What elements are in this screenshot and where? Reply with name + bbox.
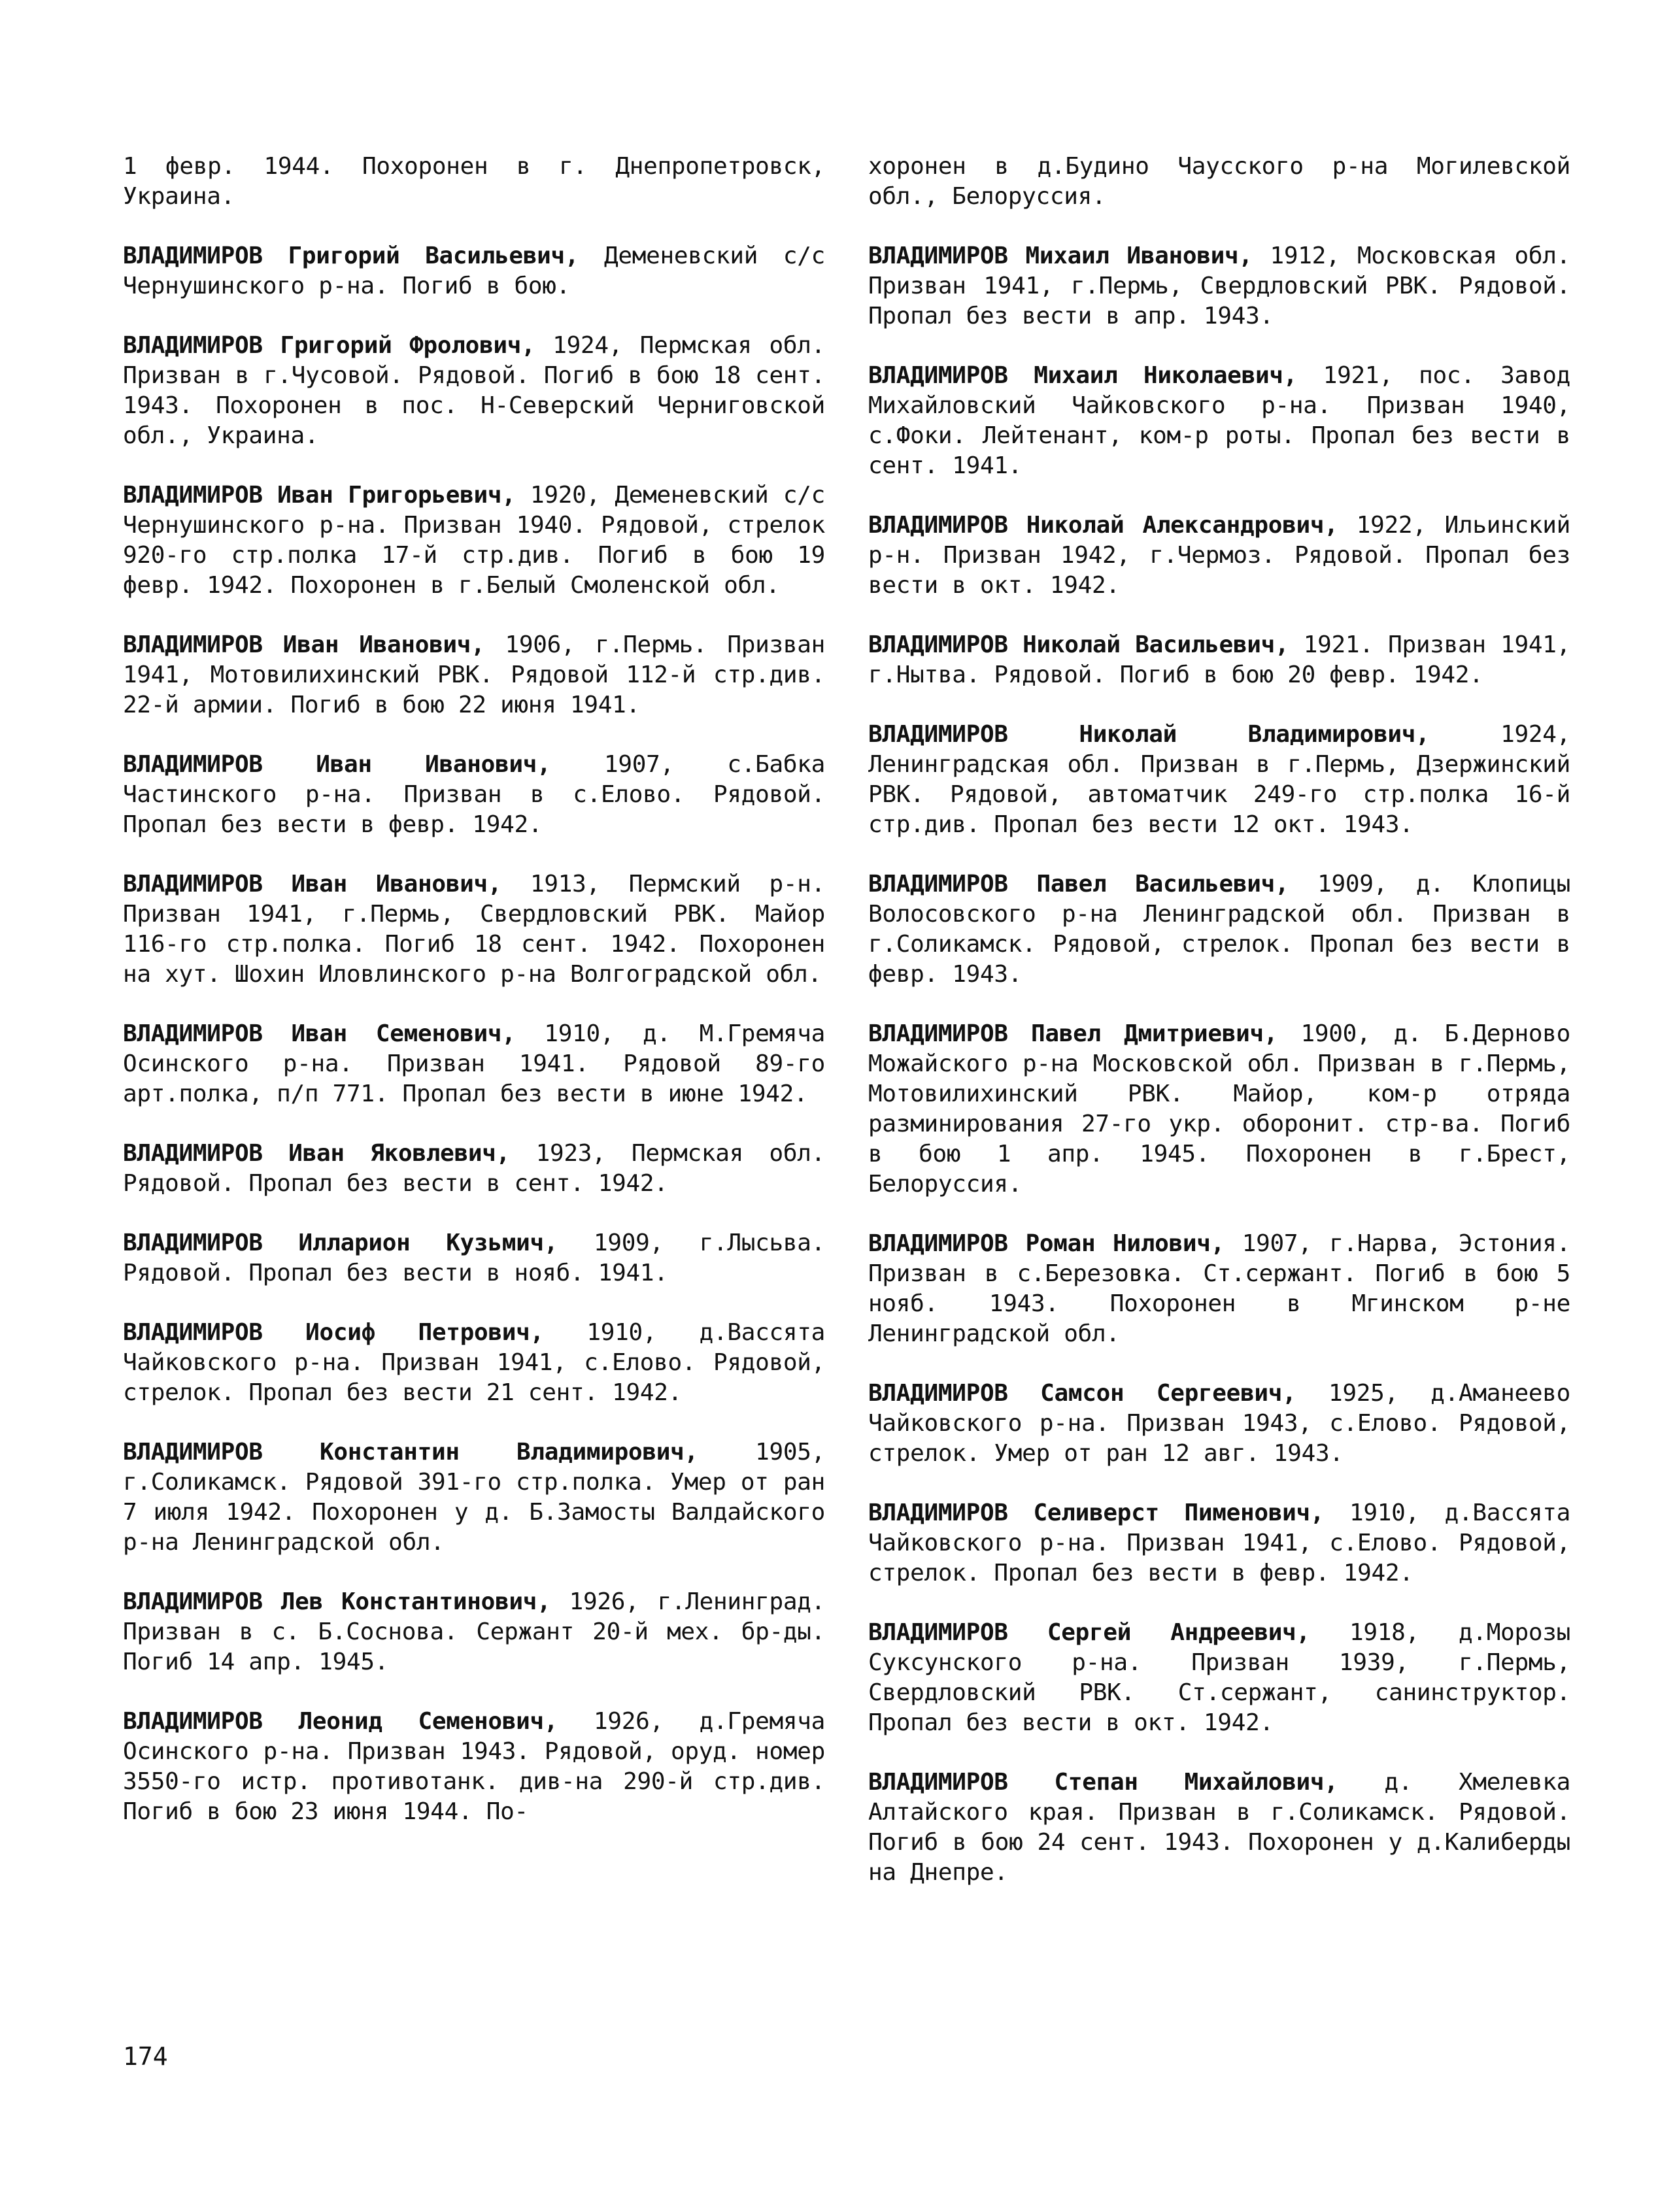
- entry-name: ВЛАДИМИРОВ Иван Григорьевич,: [123, 482, 516, 509]
- entry-text: 1910, д.Вассята Чайковского р-на. Призван 1941, с.Елово. Рядовой, стрелок. Пропал без вести в февр. 1942.: [868, 1500, 1571, 1586]
- biography-entry: [868, 241, 1570, 331]
- biography-entry: [123, 1318, 825, 1408]
- entry-name: ВЛАДИМИРОВ Сергей Андреевич,: [868, 1619, 1310, 1646]
- biography-entry: [123, 1019, 825, 1109]
- biography-entry: [123, 630, 825, 720]
- entry-name: ВЛАДИМИРОВ Григорий Фролович,: [123, 332, 535, 359]
- entry-text: 1924, Ленинградская обл. Призван в г.Пермь, Дзержинский РВК. Рядовой, автоматчик 249-го стр.полка 16-й стр.див. Пропал без вести 12 окт. 1943.: [868, 721, 1570, 838]
- entry-name: ВЛАДИМИРОВ Константин Владимирович,: [123, 1439, 698, 1466]
- biography-entry: [123, 750, 825, 840]
- entry-name: ВЛАДИМИРОВ Селиверст Пименович,: [868, 1500, 1325, 1526]
- entry-text: 1905, г.Соликамск. Рядовой 391-го стр.полка. Умер от ран 7 июля 1942. Похоронен у д. Б.Замосты Валдайского р-на Ленинградской обл.: [123, 1439, 825, 1556]
- entry-name: ВЛАДИМИРОВ Павел Дмитриевич,: [868, 1020, 1278, 1047]
- right-column: [868, 152, 1570, 1917]
- biography-entry: [868, 869, 1570, 990]
- biography-entry: [868, 720, 1570, 840]
- entry-name: ВЛАДИМИРОВ Иосиф Петрович,: [123, 1319, 544, 1346]
- biography-entry: [123, 241, 825, 301]
- biography-entry: [868, 1019, 1570, 1199]
- left-column: [123, 152, 825, 1856]
- biography-entry: [868, 1229, 1570, 1349]
- page-number: 174: [123, 2042, 168, 2071]
- entry-name: ВЛАДИМИРОВ Иван Семенович,: [123, 1020, 516, 1047]
- biography-entry: [868, 511, 1570, 601]
- biography-entry: [123, 1707, 825, 1827]
- entry-text: 1909, г.Лысьва. Рядовой. Пропал без вести в нояб. 1941.: [123, 1230, 826, 1286]
- entry-text: 1925, д.Аманеево Чайковского р-на. Призван 1943, с.Елово. Рядовой, стрелок. Умер от ран 12 авг. 1943.: [868, 1380, 1571, 1467]
- entry-name: ВЛАДИМИРОВ Григорий Васильевич,: [123, 243, 579, 269]
- entry-text: 1918, д.Морозы Суксунского р-на. Призван 1939, г.Пермь, Свердловский РВК. Ст.сержант, санинструктор. Пропал без вести в окт. 1942.: [868, 1619, 1571, 1736]
- entry-name: ВЛАДИМИРОВ Степан Михайлович,: [868, 1769, 1338, 1796]
- biography-entry: [123, 1228, 825, 1288]
- entry-name: ВЛАДИМИРОВ Николай Владимирович,: [868, 721, 1430, 748]
- entry-text: 1910, д. М.Гремяча Осинского р-на. Призван 1941. Рядовой 89-го арт.полка, п/п 771. Пропал без вести в июне 1942.: [123, 1020, 825, 1107]
- biography-entry: [123, 1139, 825, 1199]
- entry-name: ВЛАДИМИРОВ Иван Иванович,: [123, 751, 551, 778]
- entry-text: 1926, д.Гремяча Осинского р-на. Призван 1943. Рядовой, оруд. номер 3550-го истр. противотанк. див-на 290-й стр.див. Погиб в бою 23 июня 1944. По-: [123, 1708, 826, 1825]
- entry-name: ВЛАДИМИРОВ Михаил Иванович,: [868, 243, 1253, 269]
- entry-text: 1907, г.Нарва, Эстония. Призван в с.Березовка. Ст.сержант. Погиб в бою 5 нояб. 1943. Похоронен в Мгинском р-не Ленинградской обл.: [868, 1230, 1570, 1347]
- biography-entry: [868, 1498, 1570, 1588]
- entry-text: 1913, Пермский р-н. Призван 1941, г.Пермь, Свердловский РВК. Майор 116-го стр.полка. Погиб 18 сент. 1942. Похоронен на хут. Шохин Иловлинского р-на Волгоградской обл.: [123, 871, 825, 988]
- biography-entry: [123, 331, 825, 451]
- entry-text: Деменевский с/с Чернушинского р-на. Погиб в бою.: [123, 243, 826, 299]
- continuation-text-right: хоронен в д.Будино Чаусского р-на Могилевской обл., Белоруссия.: [868, 153, 1570, 210]
- entry-name: ВЛАДИМИРОВ Иван Яковлевич,: [123, 1140, 511, 1167]
- entry-text: д. Хмелевка Алтайского края. Призван в г.Соликамск. Рядовой. Погиб в бою 24 сент. 1943. Похоронен у д.Калиберды на Днепре.: [868, 1769, 1570, 1886]
- biography-entry: [123, 1437, 825, 1558]
- entry-text: 1900, д. Б.Дерново Можайского р-на Московской обл. Призван в г.Пермь, Мотовилихинский РВК. Майор, ком-р отряда разминирования 27-го укр. оборонит. стр-ва. Погиб в бою 1 апр. 1945. Похоронен в г.Брест, Белоруссия.: [868, 1020, 1571, 1198]
- entry-name: ВЛАДИМИРОВ Иван Иванович,: [123, 631, 485, 658]
- entry-text: 1926, г.Ленинград. Призван в с. Б.Соснова. Сержант 20-й мех. бр-ды. Погиб 14 апр. 1945.: [123, 1588, 826, 1675]
- entry-text: 1906, г.Пермь. Призван 1941, Мотовилихинский РВК. Рядовой 112-й стр.див. 22-й армии. Погиб в бою 22 июня 1941.: [123, 631, 825, 718]
- entry-name: ВЛАДИМИРОВ Леонид Семенович,: [123, 1708, 558, 1735]
- entry-text: 1920, Деменевский с/с Чернушинского р-на. Призван 1940. Рядовой, стрелок 920-го стр.полка 17-й стр.див. Погиб в бою 19 февр. 1942. Похоронен в г.Белый Смоленской обл.: [123, 482, 825, 599]
- biography-entry: [868, 630, 1570, 690]
- entry-text: 1921. Призван 1941, г.Нытва. Рядовой. Погиб в бою 20 февр. 1942.: [868, 631, 1570, 688]
- entry-name: ВЛАДИМИРОВ Павел Васильевич,: [868, 871, 1289, 897]
- entry-text: 1912, Московская обл. Призван 1941, г.Пермь, Свердловский РВК. Рядовой. Пропал без вести в апр. 1943.: [868, 243, 1570, 329]
- entry-name: ВЛАДИМИРОВ Михаил Николаевич,: [868, 362, 1298, 389]
- biography-entry: [868, 1768, 1570, 1888]
- biography-entry: [868, 361, 1570, 481]
- entry-name: ВЛАДИМИРОВ Самсон Сергеевич,: [868, 1380, 1296, 1407]
- entry-text: 1910, д.Вассята Чайковского р-на. Призван 1941, с.Елово. Рядовой, стрелок. Пропал без вести 21 сент. 1942.: [123, 1319, 825, 1406]
- biography-entry: [123, 1587, 825, 1677]
- biography-entry: [868, 1379, 1570, 1469]
- biography-entry: [123, 480, 825, 601]
- entry-text: 1923, Пермская обл. Рядовой. Пропал без вести в сент. 1942.: [123, 1140, 825, 1197]
- entry-text: 1921, пос. Завод Михайловский Чайковского р-на. Призван 1940, с.Фоки. Лейтенант, ком-р роты. Пропал без вести в сент. 1941.: [868, 362, 1571, 479]
- entry-text: 1909, д. Клопицы Волосовского р-на Ленинградской обл. Призван в г.Соликамск. Рядовой, стрелок. Пропал без вести в февр. 1943.: [868, 871, 1571, 988]
- entry-name: ВЛАДИМИРОВ Илларион Кузьмич,: [123, 1230, 558, 1256]
- entry-text: 1924, Пермская обл. Призван в г.Чусовой. Рядовой. Погиб в бою 18 сент. 1943. Похоронен в пос. Н-Северский Черниговской обл., Украина.: [123, 332, 825, 449]
- entry-name: ВЛАДИМИРОВ Николай Александрович,: [868, 512, 1338, 539]
- entry-text: 1907, с.Бабка Частинского р-на. Призван в с.Елово. Рядовой. Пропал без вести в февр. 1942.: [123, 751, 825, 838]
- entry-name: ВЛАДИМИРОВ Николай Васильевич,: [868, 631, 1289, 658]
- biography-entry: [123, 869, 825, 990]
- entry-name: ВЛАДИМИРОВ Лев Константинович,: [123, 1588, 551, 1615]
- entry-text: 1922, Ильинский р-н. Призван 1942, г.Чермоз. Рядовой. Пропал без вести в окт. 1942.: [868, 512, 1571, 599]
- continuation-text-left: 1 февр. 1944. Похоронен в г. Днепропетровск, Украина.: [123, 153, 825, 210]
- entry-name: ВЛАДИМИРОВ Иван Иванович,: [123, 871, 502, 897]
- entry-name: ВЛАДИМИРОВ Роман Нилович,: [868, 1230, 1225, 1257]
- biography-entry: [868, 1618, 1570, 1738]
